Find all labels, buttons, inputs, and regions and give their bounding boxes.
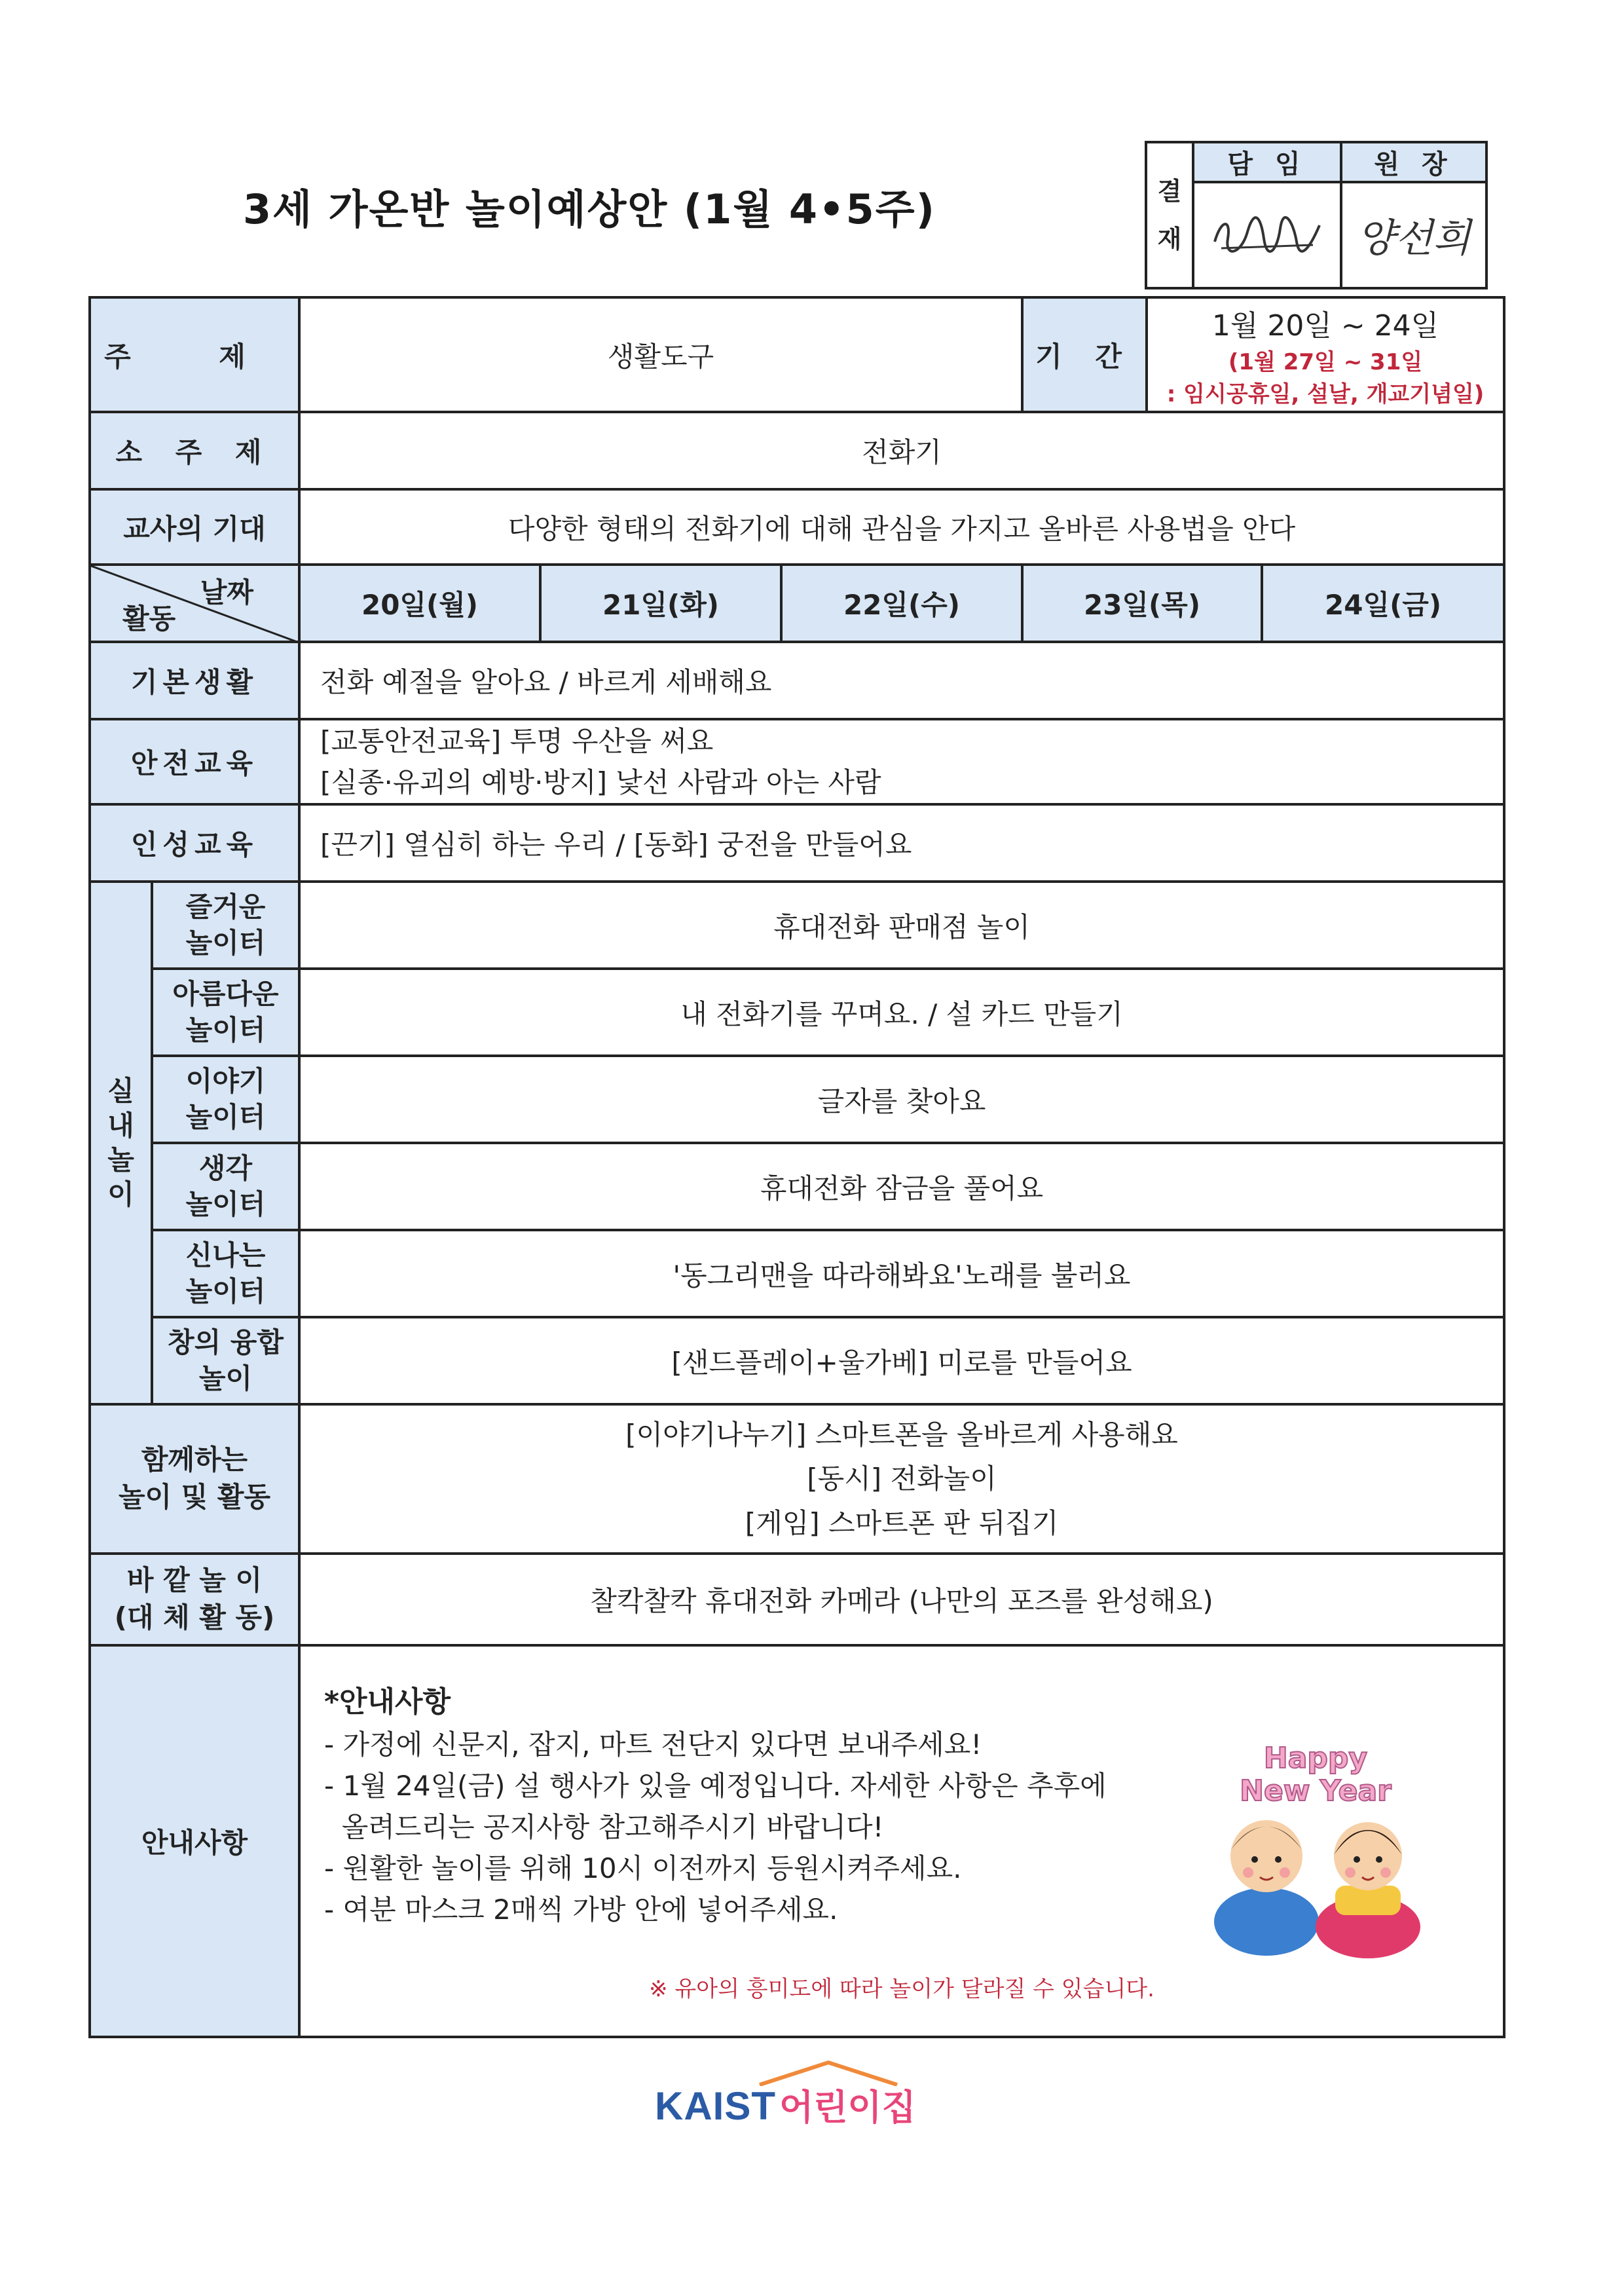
- director-label: 원 장: [1341, 142, 1486, 182]
- new-year-text: New Year: [1240, 1774, 1392, 1808]
- logo-roof-icon: [753, 2060, 904, 2086]
- notice-row: [90, 1645, 1504, 2037]
- character-row: [90, 804, 1504, 882]
- subtheme-label: 소 주 제: [90, 412, 299, 489]
- together-label-1: 함께하는: [141, 1444, 248, 1476]
- outdoor-row: [90, 1554, 1504, 1645]
- period-label: 기 간: [1022, 297, 1147, 412]
- approval-box: [1145, 141, 1488, 289]
- activity-label: 활동: [122, 603, 176, 635]
- outdoor-label-1: 바 깥 놀 이: [126, 1564, 263, 1597]
- logo-kaist: KAIST: [655, 2084, 776, 2128]
- homeroom-signature: [1193, 182, 1341, 288]
- happy-text: Happy: [1263, 1742, 1368, 1775]
- indoor-char-3: 놀: [107, 1144, 134, 1176]
- together-label-2: 놀이 및 활동: [118, 1481, 271, 1513]
- page-title: 3세 가온반 놀이예상안 (1월 4•5주): [242, 185, 936, 233]
- boy-body: [1214, 1888, 1319, 1956]
- girl-cheek-right: [1380, 1867, 1391, 1878]
- boy-eye-right: [1275, 1856, 1282, 1863]
- together-label: [90, 1404, 299, 1554]
- basic-life-value: 전화 예절을 알아요 / 바르게 세배해요: [299, 642, 1504, 719]
- girl-eye-right: [1376, 1856, 1382, 1863]
- indoor-label-6b: 놀이: [198, 1362, 253, 1394]
- notice-line-2: - 1월 24일(금) 설 행사가 있을 예정입니다. 자세한 사항은 추후에: [324, 1770, 1107, 1802]
- day-5: 24일(금): [1262, 565, 1504, 642]
- indoor-row-5: [90, 1230, 1504, 1317]
- director-signature-cell: [1341, 182, 1486, 288]
- logo-kids-text: 어린이집: [779, 2087, 916, 2128]
- safety-value: [299, 719, 1504, 804]
- together-value: [299, 1404, 1504, 1554]
- director-signature: 양선희: [1357, 215, 1471, 261]
- safety-line-2: [실종·유괴의 예방·방지] 낯선 사람과 아는 사람: [320, 766, 881, 798]
- indoor-value-2: 내 전화기를 꾸며요. / 설 카드 만들기: [299, 969, 1504, 1056]
- expectation-value: 다양한 형태의 전화기에 대해 관심을 가지고 올바른 사용법을 안다: [299, 489, 1504, 565]
- indoor-label-1b: 놀이터: [185, 926, 266, 959]
- period-note-2: : 임시공휴일, 설날, 개교기념일): [1166, 381, 1485, 407]
- date-activity-header: [90, 565, 299, 642]
- boy-cheek-right: [1280, 1867, 1290, 1878]
- indoor-play-label: [90, 882, 152, 1404]
- subtheme-row: [90, 412, 1504, 489]
- indoor-label-5a: 신나는: [185, 1239, 266, 1271]
- indoor-label-6: [152, 1317, 299, 1404]
- character-value: [끈기] 열심히 하는 우리 / [동화] 궁전을 만들어요: [299, 804, 1504, 882]
- character-label: 인성교육: [90, 804, 299, 882]
- day-2: 21일(화): [540, 565, 781, 642]
- indoor-label-2a: 아름다운: [172, 977, 279, 1010]
- approval-side-char-1: 결: [1157, 177, 1182, 206]
- together-row: [90, 1404, 1504, 1554]
- expectation-label: 교사의 기대: [90, 489, 299, 565]
- theme-value: 생활도구: [299, 297, 1022, 412]
- indoor-value-3: 글자를 찾아요: [299, 1056, 1504, 1143]
- indoor-char-1: 실: [107, 1075, 134, 1107]
- indoor-char-4: 이: [107, 1178, 134, 1210]
- notice-line-3: 올려드리는 공지사항 참고해주시기 바랍니다!: [324, 1811, 884, 1843]
- indoor-row-6: [90, 1317, 1504, 1404]
- girl-cheek-left: [1345, 1867, 1356, 1878]
- notice-footnote: ※ 유아의 흥미도에 따라 놀이가 달라질 수 있습니다.: [649, 1976, 1154, 2002]
- boy-eye-left: [1251, 1856, 1258, 1863]
- indoor-value-1: 휴대전화 판매점 놀이: [299, 882, 1504, 969]
- indoor-label-1a: 즐거운: [185, 890, 266, 923]
- approval-side-label: [1146, 142, 1193, 288]
- indoor-row-3: [90, 1056, 1504, 1143]
- indoor-label-3: [152, 1056, 299, 1143]
- indoor-value-5: '동그리맨을 따라해봐요'노래를 불러요: [299, 1230, 1504, 1317]
- notice-line-5: - 여분 마스크 2매씩 가방 안에 넣어주세요.: [324, 1894, 838, 1926]
- indoor-label-6a: 창의 융합: [168, 1326, 284, 1358]
- indoor-label-2b: 놀이터: [185, 1013, 266, 1046]
- indoor-label-2: [152, 969, 299, 1056]
- indoor-row-2: [90, 969, 1504, 1056]
- date-label: 날짜: [200, 576, 253, 608]
- outdoor-value: 찰칵찰칵 휴대전화 카메라 (나만의 포즈를 완성해요): [299, 1554, 1504, 1645]
- indoor-label-1: [152, 882, 299, 969]
- theme-label: 주 제: [90, 297, 299, 412]
- date-header-row: [90, 565, 1504, 642]
- basic-life-label: 기본생활: [90, 642, 299, 719]
- expectation-row: [90, 489, 1504, 565]
- homeroom-label: 담 임: [1193, 142, 1341, 182]
- period-main: 1월 20일 ~ 24일: [1211, 308, 1439, 343]
- period-note-1: (1월 27일 ~ 31일: [1228, 348, 1423, 375]
- subtheme-value: 전화기: [299, 412, 1504, 489]
- indoor-char-2: 내: [107, 1109, 134, 1142]
- day-3: 22일(수): [781, 565, 1022, 642]
- signature-scribble: [1208, 206, 1326, 265]
- outdoor-label: [90, 1554, 299, 1645]
- boy-cheek-left: [1243, 1867, 1253, 1878]
- indoor-value-4: 휴대전화 잠금을 풀어요: [299, 1143, 1504, 1230]
- safety-row: [90, 719, 1504, 804]
- outdoor-label-2: (대 체 활 동): [114, 1601, 275, 1633]
- notice-line-1: - 가정에 신문지, 잡지, 마트 전단지 있다면 보내주세요!: [324, 1728, 982, 1761]
- basic-life-row: [90, 642, 1504, 719]
- boy-face: [1230, 1820, 1302, 1892]
- together-line-2: [동시] 전화놀이: [807, 1463, 997, 1495]
- day-1: 20일(월): [299, 565, 540, 642]
- notice-content: [299, 1645, 1504, 2037]
- period-value: [1147, 297, 1504, 412]
- notice-text: [324, 1681, 1107, 1930]
- indoor-label-4: [152, 1143, 299, 1230]
- logo-kids: [779, 2087, 916, 2128]
- approval-side-char-2: 재: [1157, 224, 1182, 253]
- theme-row: [90, 297, 1504, 412]
- together-line-1: [이야기나누기] 스마트폰을 올바르게 사용해요: [625, 1419, 1178, 1451]
- indoor-label-5: [152, 1230, 299, 1317]
- girl-eye-left: [1354, 1856, 1360, 1863]
- indoor-row-1: [90, 882, 1504, 969]
- kaist-logo: [655, 2080, 916, 2130]
- safety-label: 안전교육: [90, 719, 299, 804]
- indoor-label-3a: 이야기: [185, 1064, 266, 1097]
- plan-table: [88, 296, 1505, 2038]
- indoor-row-4: [90, 1143, 1504, 1230]
- new-year-illustration: [1208, 1738, 1424, 1961]
- notice-heading: *안내사항: [324, 1685, 451, 1719]
- indoor-label-4a: 생각: [198, 1151, 253, 1184]
- indoor-label-3b: 놀이터: [185, 1100, 266, 1133]
- notice-line-4: - 원활한 놀이를 위해 10시 이전까지 등원시켜주세요.: [324, 1852, 962, 1884]
- notice-label: 안내사항: [90, 1645, 299, 2037]
- indoor-label-4b: 놀이터: [185, 1187, 266, 1220]
- indoor-value-6: [샌드플레이+울가베] 미로를 만들어요: [299, 1317, 1504, 1404]
- safety-line-1: [교통안전교육] 투명 우산을 써요: [320, 725, 714, 757]
- day-4: 23일(목): [1022, 565, 1262, 642]
- together-line-3: [게임] 스마트폰 판 뒤집기: [745, 1506, 1059, 1539]
- indoor-label-5b: 놀이터: [185, 1275, 266, 1307]
